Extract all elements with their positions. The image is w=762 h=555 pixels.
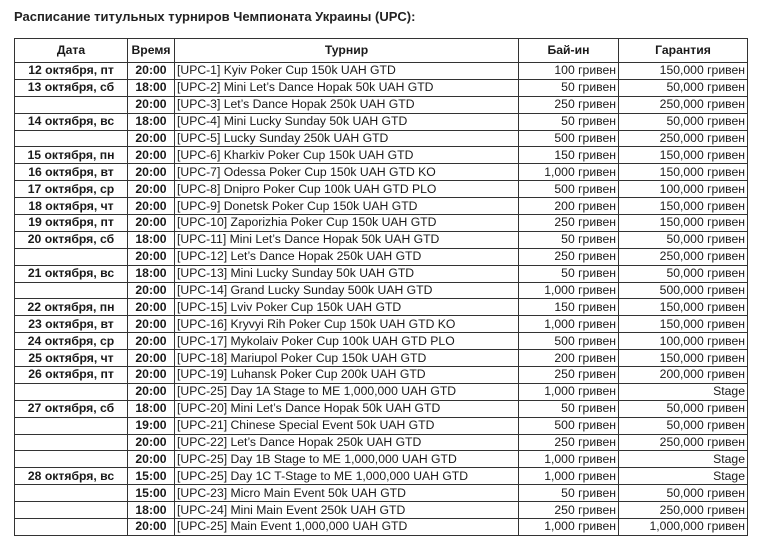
- cell-buyin: 200 гривен: [519, 350, 619, 367]
- cell-time: 18:00: [128, 502, 175, 519]
- cell-time: 20:00: [128, 333, 175, 350]
- table-row: [15, 63, 748, 80]
- cell-time: 20:00: [128, 299, 175, 316]
- cell-buyin: 1,000 гривен: [519, 164, 619, 181]
- table-row: [15, 130, 748, 147]
- cell-tournament: [UPC-19] Luhansk Poker Cup 200k UAH GTD: [175, 367, 519, 384]
- cell-buyin: 250 гривен: [519, 502, 619, 519]
- cell-tournament: [UPC-8] Dnipro Poker Cup 100k UAH GTD PLO: [175, 181, 519, 198]
- cell-guarantee: 150,000 гривен: [619, 299, 748, 316]
- cell-time: 20:00: [128, 350, 175, 367]
- cell-tournament: [UPC-25] Main Event 1,000,000 UAH GTD: [175, 519, 519, 536]
- cell-tournament: [UPC-11] Mini Let’s Dance Hopak 50k UAH GTD: [175, 231, 519, 248]
- cell-time: 18:00: [128, 113, 175, 130]
- cell-date: 19 октября, пт: [15, 215, 128, 232]
- cell-tournament: [UPC-21] Chinese Special Event 50k UAH GTD: [175, 417, 519, 434]
- cell-tournament: [UPC-25] Day 1C T-Stage to ME 1,000,000 UAH GTD: [175, 468, 519, 485]
- cell-tournament: [UPC-7] Odessa Poker Cup 150k UAH GTD KO: [175, 164, 519, 181]
- cell-guarantee: 150,000 гривен: [619, 350, 748, 367]
- cell-date: 12 октября, пт: [15, 63, 128, 80]
- cell-tournament: [UPC-23] Micro Main Event 50k UAH GTD: [175, 485, 519, 502]
- table-row: [15, 147, 748, 164]
- cell-buyin: 1,000 гривен: [519, 468, 619, 485]
- column-header-tournament: Турнир: [175, 39, 519, 63]
- cell-guarantee: 100,000 гривен: [619, 333, 748, 350]
- cell-time: 18:00: [128, 400, 175, 417]
- cell-tournament: [UPC-25] Day 1B Stage to ME 1,000,000 UAH GTD: [175, 451, 519, 468]
- cell-tournament: [UPC-20] Mini Let’s Dance Hopak 50k UAH GTD: [175, 400, 519, 417]
- cell-tournament: [UPC-4] Mini Lucky Sunday 50k UAH GTD: [175, 113, 519, 130]
- cell-tournament: [UPC-16] Kryvyi Rih Poker Cup 150k UAH GTD KO: [175, 316, 519, 333]
- cell-date: 25 октября, чт: [15, 350, 128, 367]
- cell-time: 18:00: [128, 79, 175, 96]
- cell-guarantee: 250,000 гривен: [619, 130, 748, 147]
- table-row: [15, 164, 748, 181]
- cell-date: [15, 130, 128, 147]
- cell-time: 18:00: [128, 231, 175, 248]
- page-title: Расписание титульных турниров Чемпионата Украины (UPC):: [14, 9, 416, 24]
- cell-buyin: 150 гривен: [519, 299, 619, 316]
- cell-guarantee: 150,000 гривен: [619, 164, 748, 181]
- cell-date: 18 октября, чт: [15, 198, 128, 215]
- cell-time: 20:00: [128, 434, 175, 451]
- cell-tournament: [UPC-5] Lucky Sunday 250k UAH GTD: [175, 130, 519, 147]
- cell-tournament: [UPC-15] Lviv Poker Cup 150k UAH GTD: [175, 299, 519, 316]
- cell-date: 23 октября, вт: [15, 316, 128, 333]
- table-row: [15, 350, 748, 367]
- cell-tournament: [UPC-3] Let’s Dance Hopak 250k UAH GTD: [175, 96, 519, 113]
- cell-time: 20:00: [128, 96, 175, 113]
- cell-guarantee: 150,000 гривен: [619, 316, 748, 333]
- cell-guarantee: 150,000 гривен: [619, 63, 748, 80]
- cell-guarantee: 50,000 гривен: [619, 79, 748, 96]
- cell-time: 20:00: [128, 248, 175, 265]
- table-row: [15, 96, 748, 113]
- cell-tournament: [UPC-9] Donetsk Poker Cup 150k UAH GTD: [175, 198, 519, 215]
- table-row: [15, 79, 748, 96]
- cell-guarantee: Stage: [619, 451, 748, 468]
- column-header-time: Время: [128, 39, 175, 63]
- cell-guarantee: 250,000 гривен: [619, 96, 748, 113]
- column-header-buyin: Бай-ин: [519, 39, 619, 63]
- cell-guarantee: 150,000 гривен: [619, 147, 748, 164]
- table-row: [15, 265, 748, 282]
- table-row: [15, 451, 748, 468]
- cell-buyin: 250 гривен: [519, 434, 619, 451]
- cell-buyin: 1,000 гривен: [519, 316, 619, 333]
- cell-date: [15, 502, 128, 519]
- table-row: [15, 400, 748, 417]
- table-row: [15, 215, 748, 232]
- table-row: [15, 248, 748, 265]
- cell-buyin: 1,000 гривен: [519, 383, 619, 400]
- table-body: [15, 63, 748, 536]
- cell-time: 20:00: [128, 383, 175, 400]
- cell-tournament: [UPC-24] Mini Main Event 250k UAH GTD: [175, 502, 519, 519]
- cell-date: 15 октября, пн: [15, 147, 128, 164]
- cell-tournament: [UPC-17] Mykolaiv Poker Cup 100k UAH GTD PLO: [175, 333, 519, 350]
- cell-date: [15, 282, 128, 299]
- cell-tournament: [UPC-13] Mini Lucky Sunday 50k UAH GTD: [175, 265, 519, 282]
- cell-time: 20:00: [128, 215, 175, 232]
- table-row: [15, 485, 748, 502]
- cell-time: 20:00: [128, 181, 175, 198]
- cell-guarantee: Stage: [619, 383, 748, 400]
- cell-time: 20:00: [128, 63, 175, 80]
- cell-tournament: [UPC-2] Mini Let’s Dance Hopak 50k UAH GTD: [175, 79, 519, 96]
- cell-buyin: 50 гривен: [519, 113, 619, 130]
- cell-tournament: [UPC-25] Day 1A Stage to ME 1,000,000 UAH GTD: [175, 383, 519, 400]
- cell-buyin: 50 гривен: [519, 265, 619, 282]
- cell-guarantee: 100,000 гривен: [619, 181, 748, 198]
- cell-date: [15, 383, 128, 400]
- cell-buyin: 500 гривен: [519, 333, 619, 350]
- cell-tournament: [UPC-14] Grand Lucky Sunday 500k UAH GTD: [175, 282, 519, 299]
- cell-date: [15, 417, 128, 434]
- cell-date: 27 октября, сб: [15, 400, 128, 417]
- header-row: [15, 39, 748, 63]
- cell-time: 20:00: [128, 519, 175, 536]
- cell-buyin: 100 гривен: [519, 63, 619, 80]
- table-row: [15, 231, 748, 248]
- cell-date: 20 октября, сб: [15, 231, 128, 248]
- column-header-guarantee: Гарантия: [619, 39, 748, 63]
- cell-guarantee: 250,000 гривен: [619, 434, 748, 451]
- cell-time: 20:00: [128, 367, 175, 384]
- cell-buyin: 500 гривен: [519, 181, 619, 198]
- cell-tournament: [UPC-12] Let’s Dance Hopak 250k UAH GTD: [175, 248, 519, 265]
- cell-guarantee: 150,000 гривен: [619, 198, 748, 215]
- table-row: [15, 383, 748, 400]
- table-row: [15, 434, 748, 451]
- cell-date: 14 октября, вс: [15, 113, 128, 130]
- cell-date: [15, 248, 128, 265]
- table-row: [15, 502, 748, 519]
- cell-buyin: 250 гривен: [519, 215, 619, 232]
- cell-date: [15, 96, 128, 113]
- cell-tournament: [UPC-10] Zaporizhia Poker Cup 150k UAH GTD: [175, 215, 519, 232]
- table-row: [15, 198, 748, 215]
- table-row: [15, 113, 748, 130]
- cell-time: 20:00: [128, 164, 175, 181]
- cell-buyin: 200 гривен: [519, 198, 619, 215]
- table-row: [15, 333, 748, 350]
- cell-time: 20:00: [128, 147, 175, 164]
- cell-buyin: 1,000 гривен: [519, 519, 619, 536]
- cell-guarantee: 50,000 гривен: [619, 417, 748, 434]
- cell-date: 16 октября, вт: [15, 164, 128, 181]
- table-header: [15, 39, 748, 63]
- table-row: [15, 282, 748, 299]
- cell-date: 13 октября, сб: [15, 79, 128, 96]
- cell-guarantee: 250,000 гривен: [619, 502, 748, 519]
- cell-tournament: [UPC-6] Kharkiv Poker Cup 150k UAH GTD: [175, 147, 519, 164]
- cell-buyin: 1,000 гривен: [519, 282, 619, 299]
- cell-buyin: 250 гривен: [519, 367, 619, 384]
- cell-tournament: [UPC-22] Let’s Dance Hopak 250k UAH GTD: [175, 434, 519, 451]
- cell-guarantee: 250,000 гривен: [619, 248, 748, 265]
- cell-buyin: 50 гривен: [519, 485, 619, 502]
- cell-date: [15, 434, 128, 451]
- cell-buyin: 150 гривен: [519, 147, 619, 164]
- cell-date: [15, 485, 128, 502]
- cell-time: 20:00: [128, 316, 175, 333]
- cell-date: 24 октября, ср: [15, 333, 128, 350]
- cell-guarantee: 50,000 гривен: [619, 113, 748, 130]
- cell-date: 28 октября, вс: [15, 468, 128, 485]
- cell-date: 26 октября, пт: [15, 367, 128, 384]
- cell-guarantee: Stage: [619, 468, 748, 485]
- cell-tournament: [UPC-1] Kyiv Poker Cup 150k UAH GTD: [175, 63, 519, 80]
- table-row: [15, 367, 748, 384]
- cell-buyin: 500 гривен: [519, 417, 619, 434]
- cell-time: 20:00: [128, 198, 175, 215]
- cell-guarantee: 50,000 гривен: [619, 485, 748, 502]
- cell-buyin: 1,000 гривен: [519, 451, 619, 468]
- cell-date: 21 октября, вс: [15, 265, 128, 282]
- cell-guarantee: 200,000 гривен: [619, 367, 748, 384]
- cell-time: 19:00: [128, 417, 175, 434]
- cell-guarantee: 150,000 гривен: [619, 215, 748, 232]
- cell-guarantee: 500,000 гривен: [619, 282, 748, 299]
- cell-guarantee: 50,000 гривен: [619, 400, 748, 417]
- table-row: [15, 181, 748, 198]
- cell-buyin: 50 гривен: [519, 400, 619, 417]
- cell-buyin: 50 гривен: [519, 231, 619, 248]
- cell-guarantee: 1,000,000 гривен: [619, 519, 748, 536]
- cell-time: 20:00: [128, 130, 175, 147]
- table-row: [15, 316, 748, 333]
- cell-guarantee: 50,000 гривен: [619, 265, 748, 282]
- cell-date: 22 октября, пн: [15, 299, 128, 316]
- cell-buyin: 500 гривен: [519, 130, 619, 147]
- cell-time: 15:00: [128, 485, 175, 502]
- cell-buyin: 250 гривен: [519, 96, 619, 113]
- cell-buyin: 50 гривен: [519, 79, 619, 96]
- table-row: [15, 519, 748, 536]
- table-row: [15, 468, 748, 485]
- cell-time: 20:00: [128, 451, 175, 468]
- cell-time: 20:00: [128, 282, 175, 299]
- cell-buyin: 250 гривен: [519, 248, 619, 265]
- cell-date: [15, 451, 128, 468]
- cell-tournament: [UPC-18] Mariupol Poker Cup 150k UAH GTD: [175, 350, 519, 367]
- cell-date: 17 октября, ср: [15, 181, 128, 198]
- cell-guarantee: 50,000 гривен: [619, 231, 748, 248]
- cell-time: 15:00: [128, 468, 175, 485]
- table-row: [15, 417, 748, 434]
- cell-time: 18:00: [128, 265, 175, 282]
- table-row: [15, 299, 748, 316]
- cell-date: [15, 519, 128, 536]
- column-header-date: Дата: [15, 39, 128, 63]
- tournament-schedule-table: [14, 38, 748, 536]
